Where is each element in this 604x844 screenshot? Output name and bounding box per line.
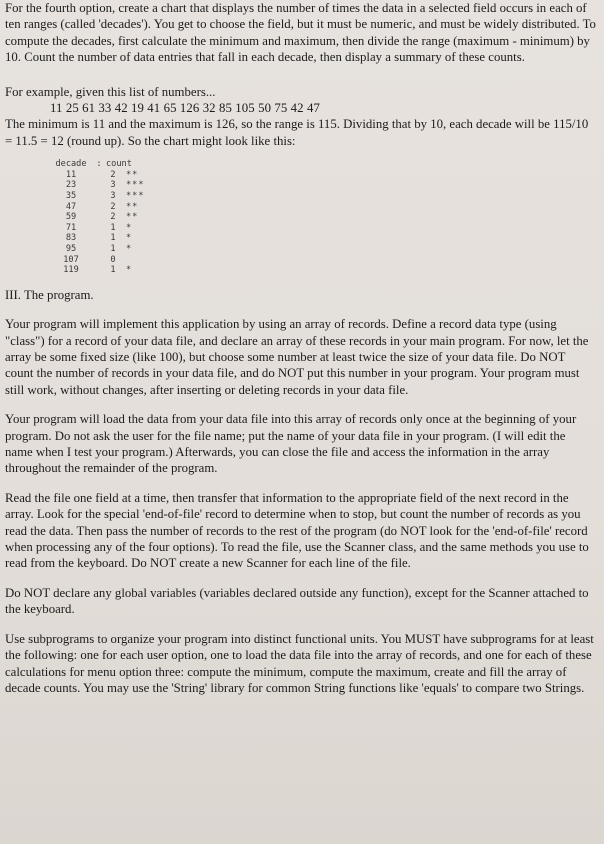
stars-cell: *: [126, 265, 133, 276]
records-paragraph: Your program will implement this application by using an array of records. Define a record data type (using "class") for a record of your data file, and declare an array of these records in your main program. For now, let the array be some fixed size (like 100), but choose some number at least twice the size of your data file. Do NOT count the number of records in your data file, and do NOT put this number in your program. Your program must still work, without changes, after inserting or deleting records in your data file.: [5, 317, 589, 397]
table-row: [50, 191, 596, 202]
decade-cell: 11: [65, 169, 77, 180]
table-row: [50, 180, 596, 191]
section-heading: III. The program.: [5, 287, 94, 302]
stars-cell: [120, 255, 166, 266]
decade-cell: 59: [65, 212, 77, 223]
count-cell: 3: [110, 180, 116, 191]
decade-cell: 95: [65, 244, 77, 254]
decade-cell: 119: [63, 265, 79, 276]
count-cell: 0: [110, 254, 116, 265]
stars-cell: **: [126, 201, 139, 212]
header-separator: :: [96, 159, 102, 170]
decade-cell: 23: [65, 180, 77, 191]
separator-cell: [92, 233, 106, 244]
count-cell: 1: [110, 244, 116, 254]
stars-cell: *: [126, 233, 133, 244]
stars-cell: **: [126, 169, 139, 180]
decade-count-table: [50, 159, 596, 276]
stars-cell: *: [126, 222, 133, 233]
global-variables-paragraph: Do NOT declare any global variables (variables declared outside any function), except for the Scanner attached to the keyboard.: [5, 585, 589, 617]
subprograms-paragraph: Use subprograms to organize your program into distinct functional units. You MUST have subprograms for at least the following: one for each user option, one to load the data file into the array of records, and one for each of these calculations for menu option three: compute the minimum, compute the maximum, create and fill the array of decade counts. You may use the 'String' library for common String functions like 'equals' to compare two Strings.: [5, 631, 594, 695]
header-decade: decade: [55, 159, 87, 170]
chart-option-paragraph: For the fourth option, create a chart that displays the number of times the data in a selected field occurs in each of ten ranges (called 'decades'). You get to choose the field, but it must be numeric, and must be widely distributed. To compute the decades, first calculate the minimum and maximum, then divide the range (maximum - minimum) by 10. Count the number of data entries that fall in each decade, then display a summary of these counts.: [5, 1, 596, 65]
separator-cell: [92, 255, 106, 266]
table-row: [50, 202, 596, 213]
stars-cell: ***: [126, 191, 145, 202]
stars-cell: ***: [126, 180, 145, 191]
count-cell: 3: [110, 191, 116, 202]
count-cell: 2: [110, 169, 116, 180]
decade-cell: 47: [65, 201, 77, 212]
header-count: count: [106, 159, 132, 170]
table-row: [50, 223, 596, 234]
separator-cell: [92, 223, 106, 234]
count-cell: 1: [110, 233, 116, 244]
table-row: [50, 244, 596, 255]
count-cell: 1: [110, 265, 116, 276]
example-intro: For example, given this list of numbers...: [5, 84, 216, 99]
separator-cell: [92, 191, 106, 202]
stars-cell: **: [126, 212, 139, 223]
table-row: [50, 170, 596, 181]
load-data-paragraph: Your program will load the data from your data file into this array of records only once at the beginning of your program. Do not ask the user for the file name; put the name of your data file in your program. (I will edit the name when I test your program.) Afterwards, you can close the file and access the information in the array throughout the remainder of the program.: [5, 412, 577, 476]
separator-cell: [92, 265, 106, 276]
separator-cell: [92, 244, 106, 255]
separator-cell: [92, 170, 106, 181]
table-row: [50, 233, 596, 244]
separator-cell: [92, 202, 106, 213]
decade-cell: 35: [65, 191, 77, 202]
count-cell: 2: [110, 212, 116, 223]
decade-cell: 83: [65, 233, 77, 244]
table-row: [50, 265, 596, 276]
stars-cell: *: [126, 244, 133, 254]
count-cell: 2: [110, 201, 116, 212]
read-file-paragraph: Read the file one field at a time, then transfer that information to the appropriate field of the next record in the array. Look for the special 'end-of-file' record to determine when to stop, but count the number of records as you read the data. Then pass the number of records to the rest of the program (do NOT look for the 'end-of-file' record when processing any of the four options). To read the file, use the Scanner class, and the same methods you use to read from the keyboard. Do NOT create a new Scanner for each line of the file.: [5, 490, 589, 571]
decade-cell: 71: [65, 222, 77, 233]
separator-cell: [92, 212, 106, 223]
table-header: [50, 159, 596, 170]
example-min-max-text: The minimum is 11 and the maximum is 126, so the range is 115. Dividing that by 10, each decade will be 115/10 = 11.5 = 12 (round up). So the chart might look like this:: [5, 117, 589, 148]
count-cell: 1: [110, 222, 116, 233]
separator-cell: [92, 180, 106, 191]
table-row: [50, 255, 596, 266]
decade-cell: 107: [63, 254, 79, 265]
table-row: [50, 212, 596, 223]
example-number-list: 11 25 61 33 42 19 41 65 126 32 85 105 50 75 42 47: [50, 101, 320, 116]
